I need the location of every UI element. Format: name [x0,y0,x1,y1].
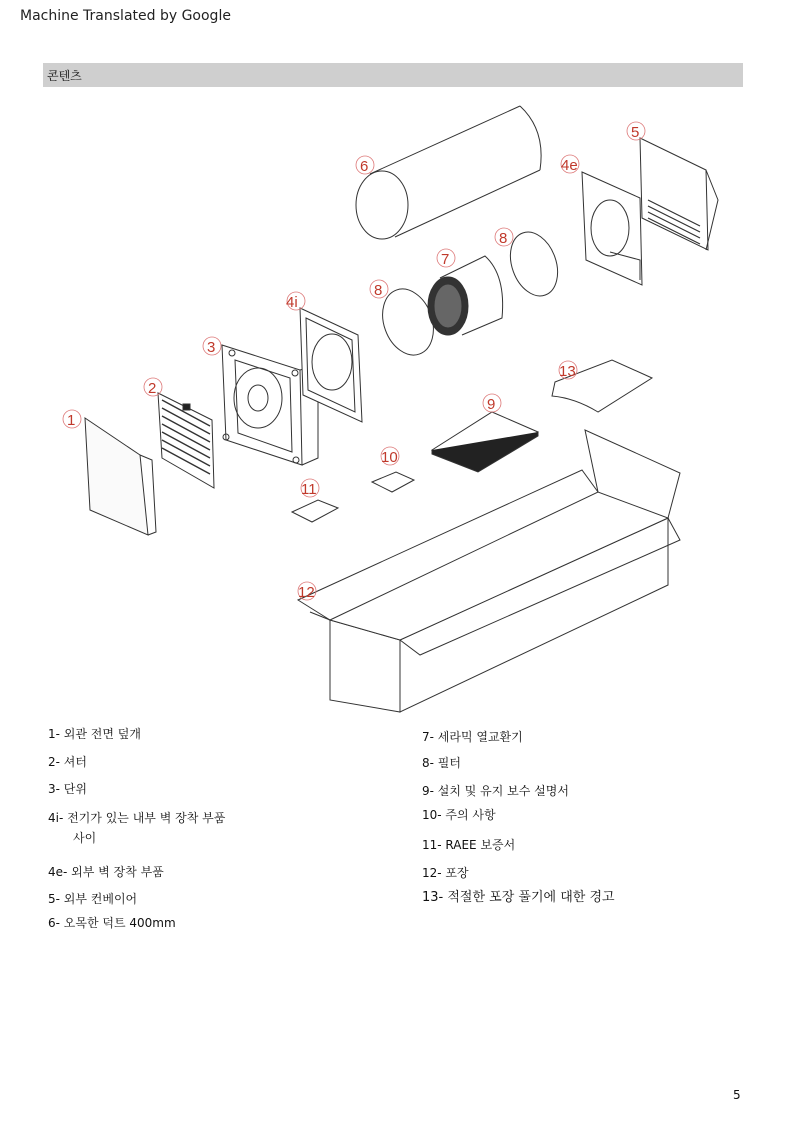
part-item-4e: 4e- 외부 벽 장착 부품 [48,865,164,879]
callout-3: 3 [207,339,216,356]
section-title: 콘텐츠 [47,69,82,83]
ceramic-exchanger-drawing [428,256,503,335]
part-item-6: 6- 오목한 덕트 400mm [48,916,176,930]
callout-8-right: 8 [499,230,508,247]
part-item-11: 11- RAEE 보증서 [422,838,516,852]
callout-1: 1 [67,412,76,429]
page-number: 5 [733,1088,741,1102]
part-item-7: 7- 세라믹 열교환기 [422,730,523,744]
inner-wall-mount-drawing [300,308,362,422]
part-item-1: 1- 외관 전면 덮개 [48,727,141,741]
outer-grille-drawing [640,138,718,250]
callout-4e: 4e [561,157,578,174]
part-item-4i-continued: 사이 [73,831,97,845]
outer-wall-mount-drawing [582,172,642,285]
part-item-12: 12- 포장 [422,866,469,880]
part-item-5: 5- 외부 컨베이어 [48,892,138,906]
filter-right-drawing [502,225,566,302]
callout-12: 12 [298,584,315,601]
callout-13: 13 [559,363,576,380]
part-item-10: 10- 주의 사항 [422,808,496,822]
callout-10: 10 [381,449,398,466]
caution-sheet-drawing [372,472,414,492]
front-cover-drawing [85,418,156,535]
callout-6: 6 [360,158,369,175]
packaging-box-drawing [298,430,680,712]
part-item-2: 2- 셔터 [48,755,87,769]
callout-7: 7 [441,251,450,268]
part-item-13: 13- 적절한 포장 풀기에 대한 경고 [422,890,615,905]
machine-translated-notice: Machine Translated by Google [20,8,231,24]
duct-drawing [356,106,541,239]
shutter-drawing [158,393,214,488]
callout-5: 5 [631,124,640,141]
part-item-8: 8- 필터 [422,756,461,770]
callout-8-left: 8 [374,282,383,299]
warranty-sheet-drawing [292,500,338,522]
part-item-4i: 4i- 전기가 있는 내부 벽 장착 부품 [48,811,226,825]
callout-9: 9 [487,396,496,413]
callout-2: 2 [148,380,157,397]
part-item-9: 9- 설치 및 유지 보수 설명서 [422,784,569,798]
callout-11: 11 [301,481,317,498]
part-item-3: 3- 단위 [48,782,87,796]
callout-4i: 4i [286,294,298,311]
